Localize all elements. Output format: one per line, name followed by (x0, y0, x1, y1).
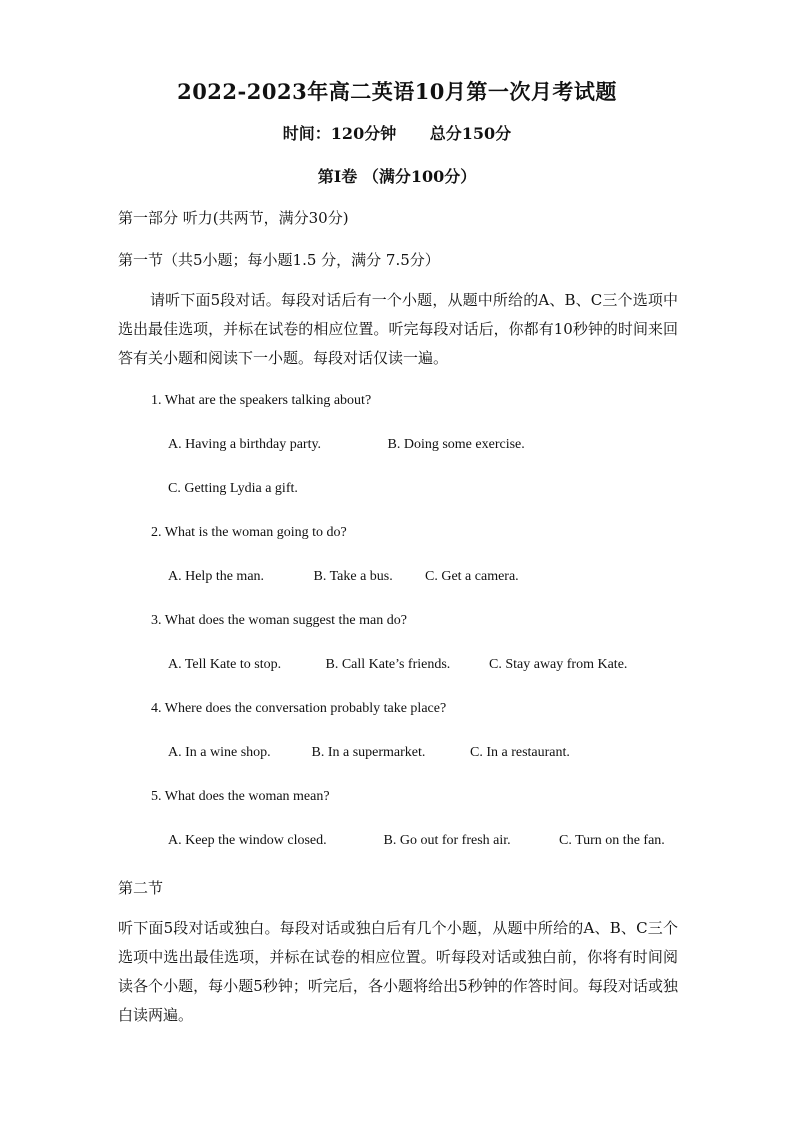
question-1-option-b: B. Doing some exercise. (387, 437, 525, 452)
question-2-option-c: C. Get a camera. (425, 569, 519, 584)
exam-title: 2022-2023年高二英语10月第一次月考试题 (177, 79, 617, 104)
question-5-option-b: B. Go out for fresh air. (383, 833, 511, 848)
exam-total-score: 总分150分 (429, 124, 512, 143)
exam-time: 时间：120分钟 (282, 124, 397, 143)
question-5-options (168, 833, 665, 849)
question-4-options (168, 745, 570, 761)
question-3-stem: 3. What does the woman suggest the man do? (151, 613, 407, 628)
question-4-option-a: A. In a wine shop. (168, 745, 271, 760)
question-1-option-c-row (168, 481, 298, 497)
question-1-stem: 1. What are the speakers talking about? (151, 393, 372, 408)
question-2-stem: 2. What is the woman going to do? (151, 525, 347, 540)
section2-heading: 第二节 (118, 879, 164, 897)
volume-heading: 第I卷 （满分100分） (317, 167, 477, 186)
section2-instructions: 听下面5段对话或独白。每段对话或独白后有几个小题，从题中所给的A、B、C三个选项中选出最佳选项，并标在试卷的相应位置。听每段对话或独白前，你将有时间阅读各个小题，每小题5秒钟；听完后，各小题将给出5秒钟的作答时间。每段对话或独白读两遍。 (118, 919, 678, 1024)
question-3-option-b: B. Call Kate’s friends. (325, 657, 451, 672)
question-3-options (168, 657, 627, 673)
section1-instructions: 请听下面5段对话。每段对话后有一个小题，从题中所给的A、B、C三个选项中选出最佳选项，并标在试卷的相应位置。听完每段对话后，你都有10秒钟的时间来回答有关小题和阅读下一小题。每段对话仅读一遍。 (118, 291, 678, 367)
part-heading: 第一部分 听力(共两节，满分30分) (118, 209, 349, 227)
question-2-options (168, 569, 519, 585)
question-4-option-c: C. In a restaurant. (470, 745, 570, 760)
question-1-options (168, 437, 525, 453)
question-5-option-c: C. Turn on the fan. (559, 833, 665, 848)
question-5-option-a: A. Keep the window closed. (168, 833, 327, 848)
question-2-option-a: A. Help the man. (168, 569, 265, 584)
question-4-stem: 4. Where does the conversation probably take place? (151, 701, 447, 716)
question-3-option-c: C. Stay away from Kate. (489, 657, 628, 672)
question-3-option-a: A. Tell Kate to stop. (168, 657, 282, 672)
exam-meta (0, 121, 794, 144)
question-1-option-c: C. Getting Lydia a gift. (168, 481, 298, 496)
question-5-stem: 5. What does the woman mean? (151, 789, 330, 804)
question-2-option-b: B. Take a bus. (313, 569, 393, 584)
question-1-option-a: A. Having a birthday party. (168, 437, 322, 452)
section1-heading: 第一节（共5小题；每小题1.5 分，满分 7.5分） (118, 251, 440, 269)
question-4-option-b: B. In a supermarket. (311, 745, 426, 760)
